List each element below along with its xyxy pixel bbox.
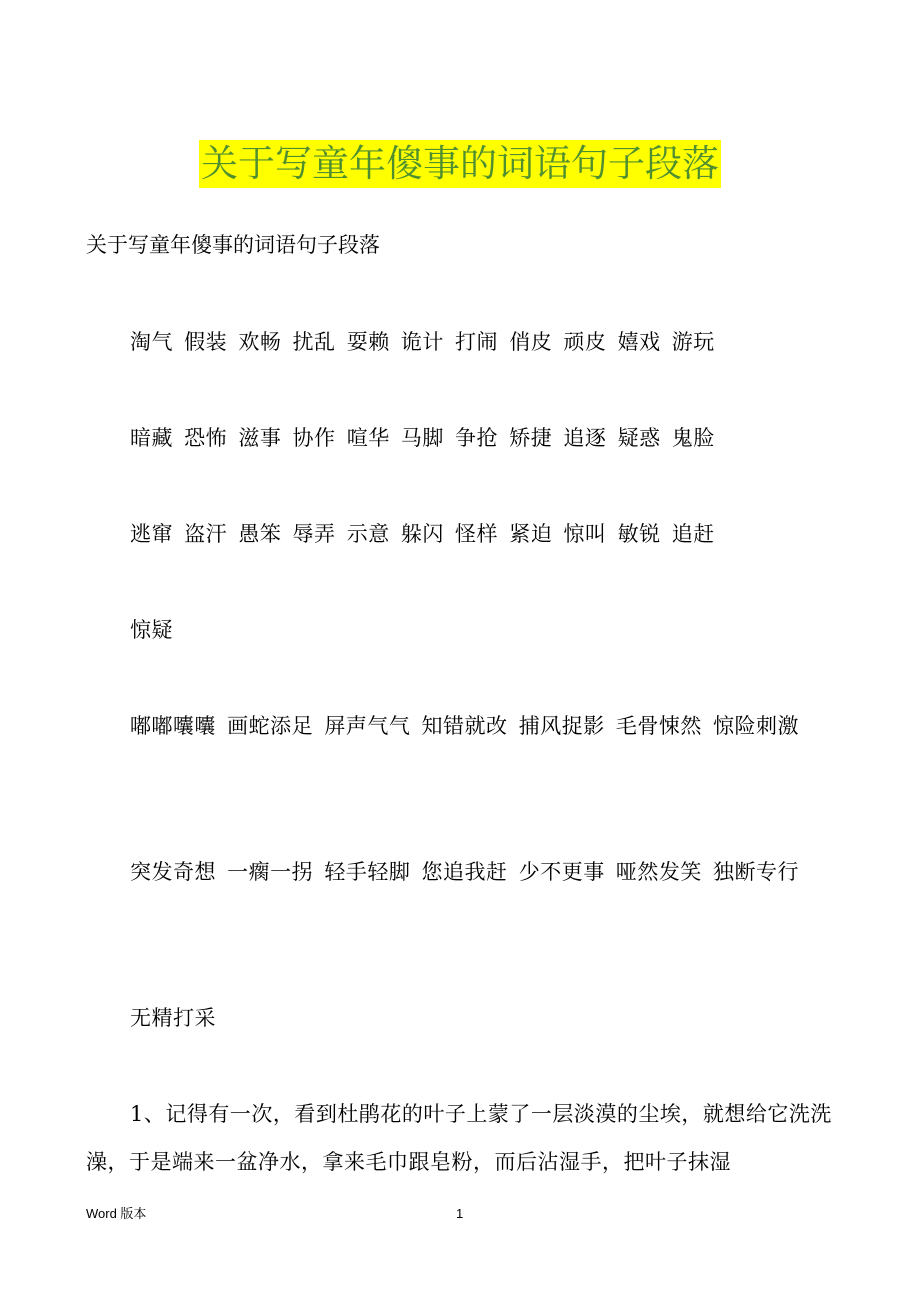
idiom-list-line-1: 嘟嘟囔囔 画蛇添足 屏声气气 知错就改 捕风捉影 毛骨悚然 惊险刺激 [130, 714, 800, 738]
document-subtitle: 关于写童年傻事的词语句子段落 [86, 233, 380, 257]
word-list-line-2: 暗藏 恐怖 滋事 协作 喧华 马脚 争抢 矫捷 追逐 疑惑 鬼脸 [130, 426, 715, 450]
word-list-line-1: 淘气 假装 欢畅 扰乱 耍赖 诡计 打闹 俏皮 顽皮 嬉戏 游玩 [130, 330, 715, 354]
idiom-list-line-3: 无精打采 [130, 1006, 216, 1030]
document-title: 关于写童年傻事的词语句子段落 [199, 140, 721, 188]
body-paragraph-1: 1、记得有一次，看到杜鹃花的叶子上蒙了一层淡漠的尘埃，就想给它洗洗澡，于是端来一盆净水，拿来毛巾跟皂粉，而后沾湿手，把叶子抹湿 [86, 1102, 832, 1174]
word-list-line-4: 惊疑 [130, 618, 173, 642]
footer-label: Word 版本 [86, 1206, 147, 1221]
idiom-list-line-2: 突发奇想 一瘸一拐 轻手轻脚 您追我赶 少不更事 哑然发笑 独断专行 [130, 860, 800, 884]
title-container [0, 140, 920, 188]
page-number: 1 [456, 1206, 464, 1221]
word-list-line-3: 逃窜 盗汗 愚笨 辱弄 示意 躲闪 怪样 紧迫 惊叫 敏锐 追赶 [130, 522, 715, 546]
